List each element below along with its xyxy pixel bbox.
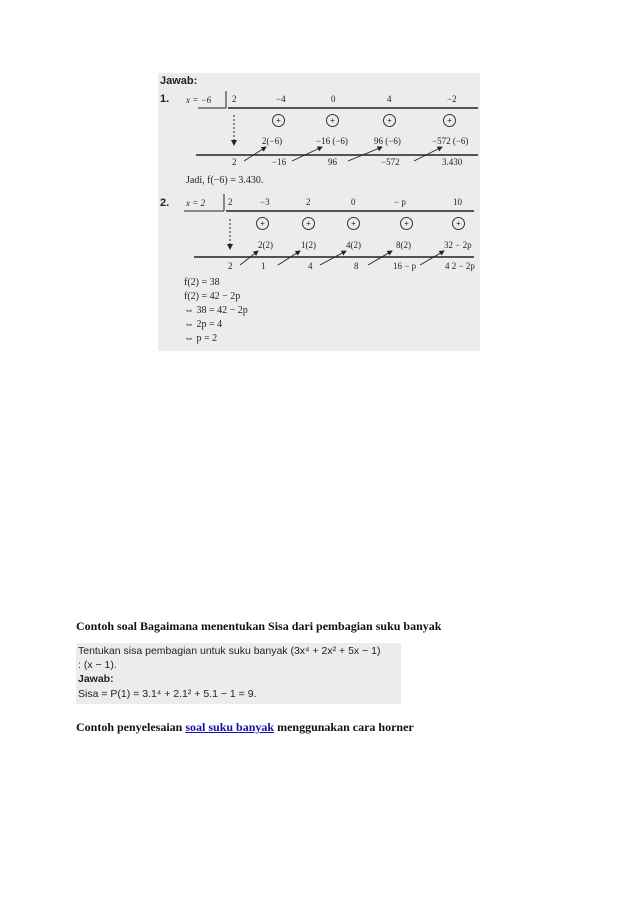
- p1-product: −16 (−6): [316, 136, 348, 146]
- answer-heading: Jawab:: [160, 75, 198, 87]
- p2-product: 4(2): [346, 240, 361, 250]
- answer-line: Sisa = P(1) = 3.1⁴ + 2.1² + 5.1 − 1 = 9.: [78, 688, 257, 700]
- p2-result: 1: [261, 261, 266, 271]
- problem-statement-line: Tentukan sisa pembagian untuk suku banyak (3x⁴ + 2x² + 5x − 1): [78, 645, 381, 657]
- plus-circle-icon: +: [302, 217, 315, 230]
- p2-step: ⇔ 2p = 4: [184, 319, 223, 330]
- p2-step: ⇔ 38 = 42 − 2p: [184, 305, 248, 316]
- problem-2-divisor: x = 2: [186, 198, 206, 208]
- problem-1-conclusion: Jadi, f(−6) = 3.430.: [186, 175, 264, 186]
- p1-result: 96: [328, 157, 337, 167]
- horner-scheme-figure: [158, 73, 480, 351]
- plus-circle-icon: +: [383, 114, 396, 127]
- problem-2-number: 2.: [160, 197, 170, 209]
- p2-step: f(2) = 42 − 2p: [184, 291, 241, 302]
- p2-coef: 10: [453, 197, 462, 207]
- p2-result: 8: [354, 261, 359, 271]
- p2-coef: 0: [351, 197, 356, 207]
- problem-statement-line: : (x − 1).: [78, 659, 117, 671]
- p2-result: 4 2 − 2p: [445, 261, 475, 271]
- p1-result: −572: [381, 157, 400, 167]
- p1-result: 2: [232, 157, 237, 167]
- caption-text: menggunakan cara horner: [274, 720, 414, 734]
- plus-circle-icon: +: [400, 217, 413, 230]
- p2-step: f(2) = 38: [184, 277, 220, 288]
- p1-product: 2(−6): [262, 136, 283, 146]
- caption-text: Contoh penyelesaian: [76, 720, 186, 734]
- plus-circle-icon: +: [272, 114, 285, 127]
- suku-banyak-link[interactable]: soal suku banyak: [185, 720, 275, 734]
- p2-product: 32 − 2p: [444, 240, 472, 250]
- p2-coef: − p: [394, 197, 406, 207]
- p2-product: 2(2): [258, 240, 273, 250]
- p2-product: 1(2): [301, 240, 316, 250]
- answer-heading: Jawab:: [78, 673, 114, 685]
- p2-coef: 2: [228, 197, 233, 207]
- p2-result: 4: [308, 261, 313, 271]
- p1-coef: 0: [331, 94, 336, 104]
- p1-product: −572 (−6): [432, 136, 469, 146]
- problem-1-divisor: x = −6: [186, 95, 212, 105]
- caption-sisa-example: Contoh soal Bagaimana menentukan Sisa dari pembagian suku banyak: [76, 619, 442, 633]
- p2-coef: 2: [306, 197, 311, 207]
- p1-product: 96 (−6): [374, 136, 401, 146]
- remainder-example-figure: [76, 643, 401, 704]
- p2-product: 8(2): [396, 240, 411, 250]
- p2-result: 16 − p: [393, 261, 417, 271]
- p1-result: −16: [272, 157, 287, 167]
- p2-result: 2: [228, 261, 233, 271]
- plus-circle-icon: +: [443, 114, 456, 127]
- p1-coef: 4: [387, 94, 392, 104]
- p2-step: ⇔ p = 2: [184, 333, 218, 344]
- p1-result: 3.430: [442, 157, 463, 167]
- p1-coef: 2: [232, 94, 237, 104]
- caption-horner-example: [76, 720, 414, 735]
- plus-circle-icon: +: [452, 217, 465, 230]
- plus-circle-icon: +: [256, 217, 269, 230]
- p2-coef: −3: [260, 197, 270, 207]
- plus-circle-icon: +: [347, 217, 360, 230]
- p1-coef: −4: [276, 94, 286, 104]
- p1-coef: −2: [447, 94, 457, 104]
- problem-1-number: 1.: [160, 93, 170, 105]
- plus-circle-icon: +: [326, 114, 339, 127]
